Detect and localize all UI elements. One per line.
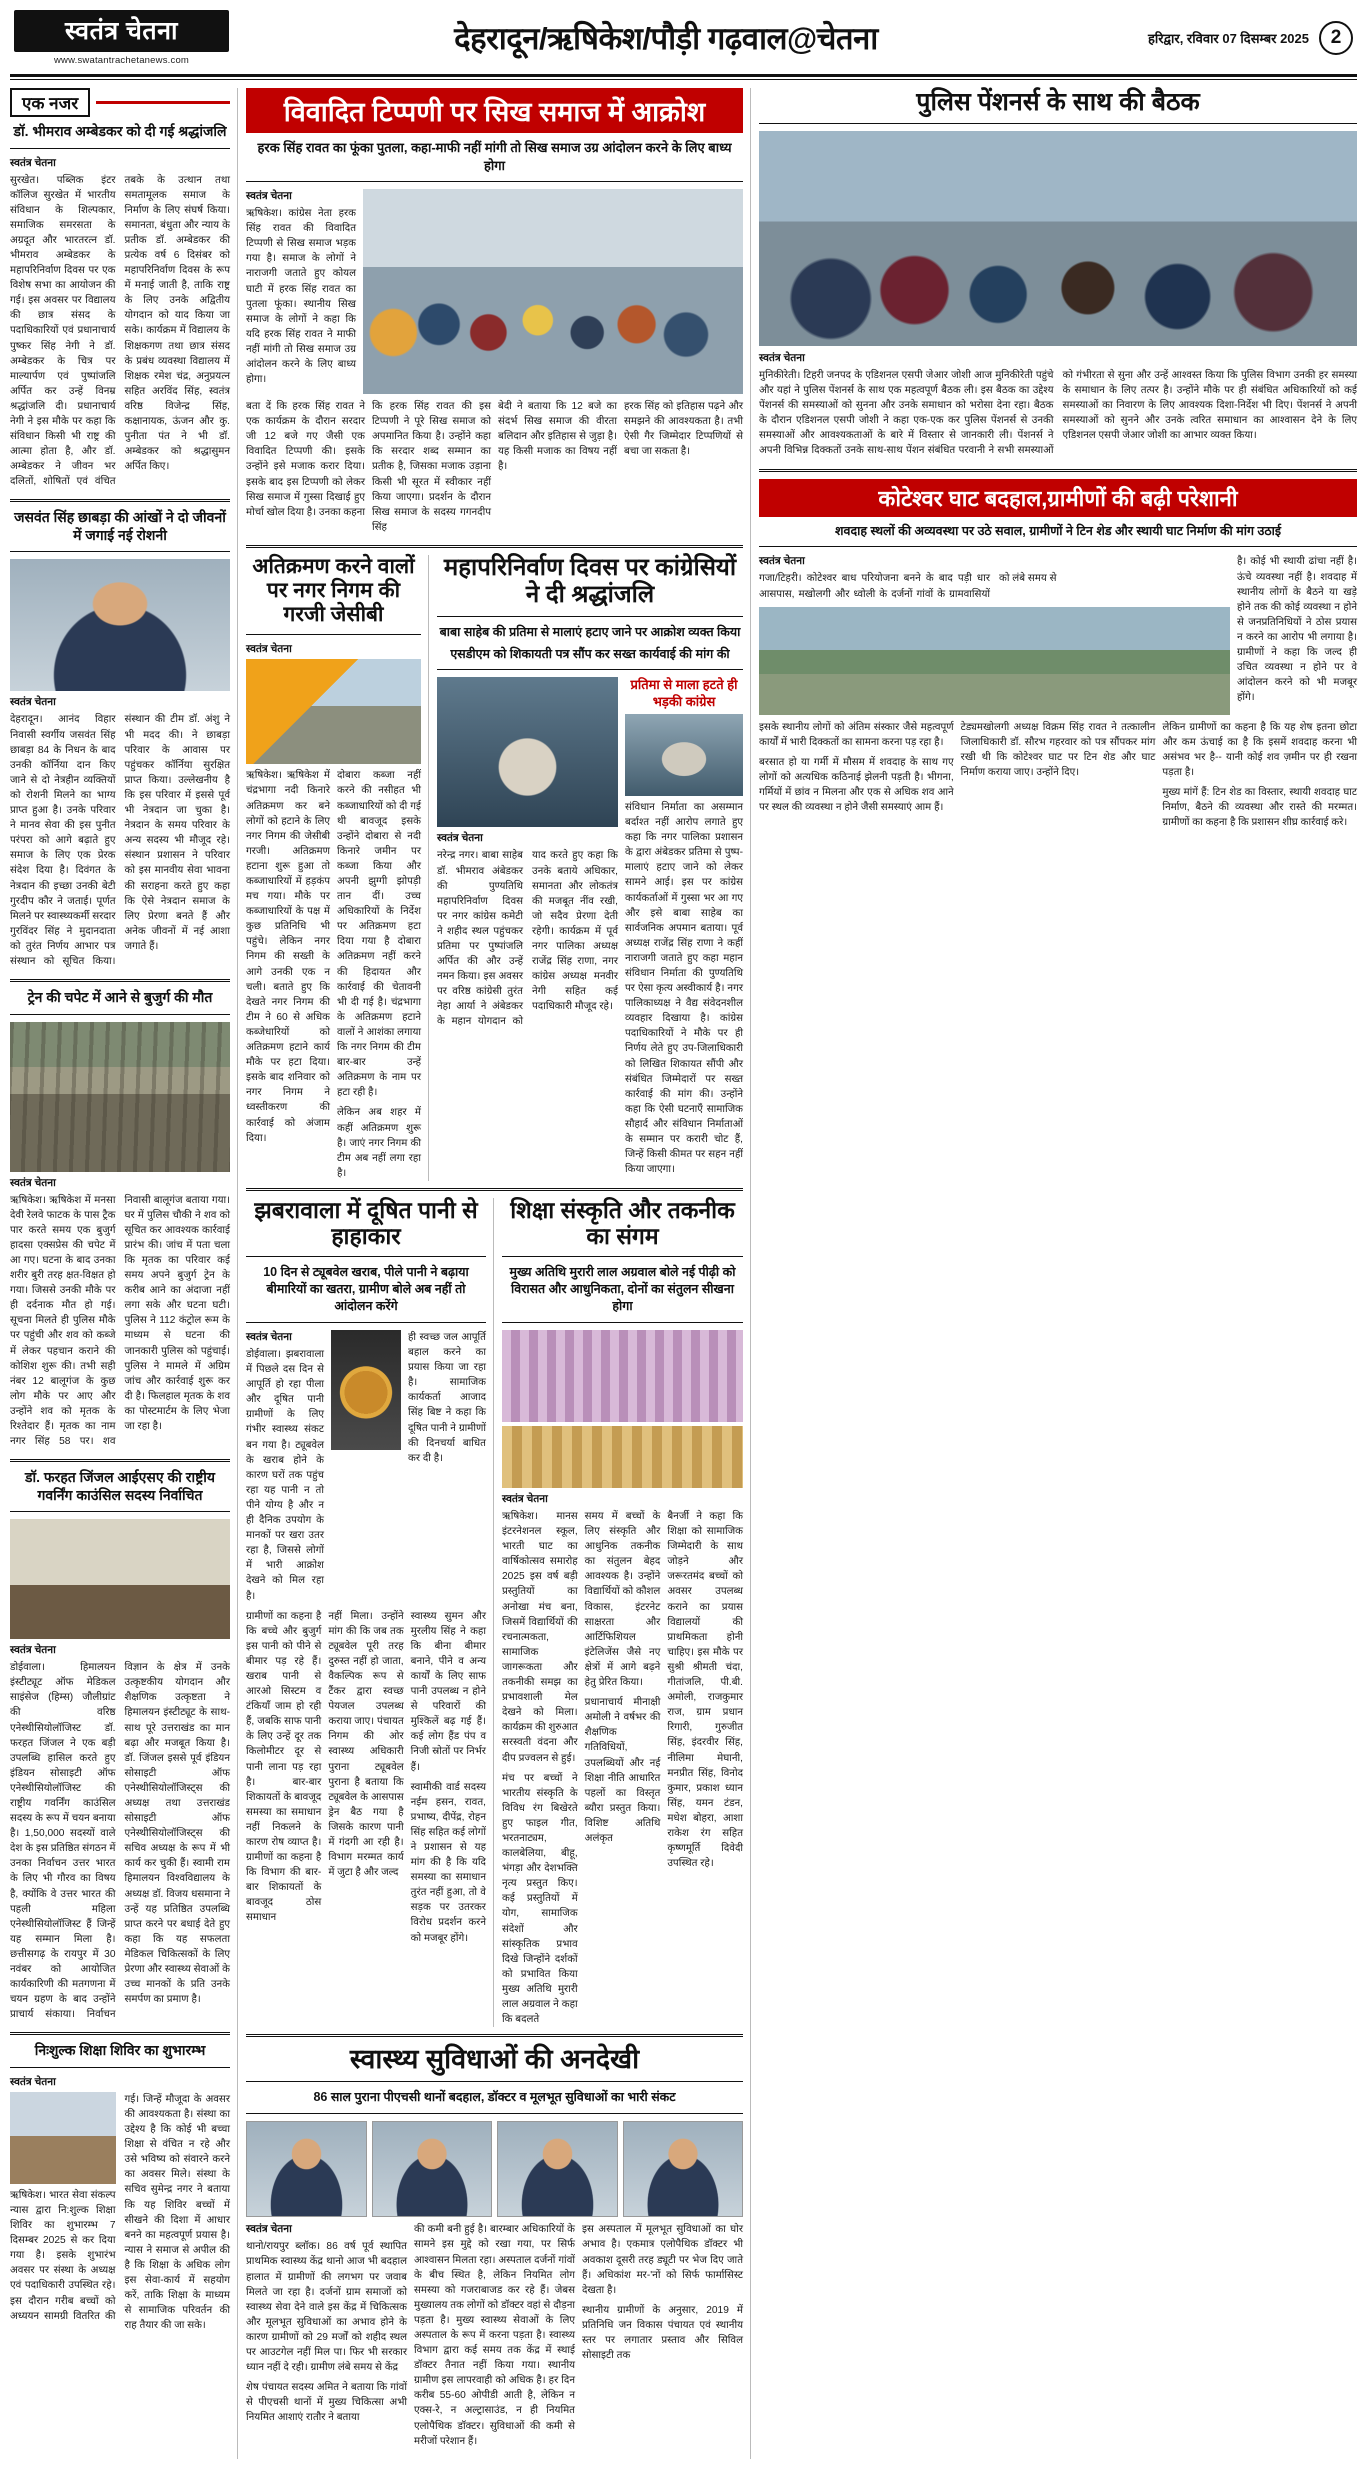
divider: [759, 469, 1357, 472]
website-url: www.swatantrachetanews.com: [53, 55, 190, 66]
brief-body: सुरखेत। पब्लिक इंटर कॉलिज सुरखेत में भारतीय संविधान के शिल्पकार, समाजिक समरसता के अग्रदूत और भारतरत्न डॉ. भीमराव अम्बेडकर के महापरिनिर्वाण दिवस पर एक विशेष सभा का आयोजन की गई। इस अवसर पर विद्यालय की छात्र संसद के पदाधिकारियों एवं प्रधानाचार्य पुष्कर सिंह नेगी ने डॉ. अम्बेडकर के चित्र पर माल्यार्पण एवं पुष्पांजलि अर्पित कर उन्हें विनम्र श्रद्धांजलि दी। प्रधानाचार्य नेगी ने इस मौके पर कहा कि संविधान किसी भी राष्ट्र की आत्मा होता है, और डॉ. अम्बेडकर ने जीवन भर दलितों, शोषितों एवं वंचित तबके के उत्थान तथा समतामूलक समाज के निर्माण के लिए संघर्ष किया। समानता, बंधुता और न्याय के प्रतीक डॉ. अम्बेडकर की प्रत्येक वर्ष 6 दिसंबर को महापरिनिर्वाण दिवस के रूप में मनाई जाती है, ताकि राष्ट्र के लिए उनके अद्वितीय योगदान को याद किया जा सके। कार्यक्रम में विद्यालय के शिक्षकगण तथा छात्र संसद के प्रबंध व्यवस्था विद्यालय में शिक्षक रमेश चंद्र, अनुप्रयत्न सहित अरविंद सिंह, स्वतंत्र वरिष्ठ विजेन्द्र सिंह, कक्षानायक, ऊंजन और कु. पुनीता पंत ने भी डॉ. अम्बेडकर को श्रद्धासुमन अर्पित किए।: [10, 174, 230, 488]
divider: [437, 616, 743, 617]
story-body-1: ऋषिकेश। ऋषिकेश में चंद्रभागा नदी किनारे अतिक्रमण कर बने लोगों को हटाने के लिए नगर निगम की जेसीबी गरजी। अतिक्रमण हटाना शुरू हुआ तो कब्जाधारियों में हड़कंप मच गया। मौके पर कब्जाधारियों के पक्ष में कुछ प्रतिनिधि भी पहुंचे। लेकिन नगर निगम की सख्ती के आगे उनकी एक न चली। बताते हुए कि देखते नगर निगम की टीम ने 60 से अधिक कब्जेधारियों को अतिक्रमण हटाने कार्य मौके पर हटा दिया। इसके बाद शनिवार को नगर निगम ने ध्वस्तीकरण की कार्रवाई को अंजाम दिया।: [246, 770, 330, 1144]
story-body-5: लेकिन ग्रामीणों का कहना है कि यह शेष इतना छोटा और कम ऊंचाई का है कि इसमें शवदाह करना भी असंभव भर है-- यानी कोई शव ज़मीन पर ही रखना पड़ता है।: [1162, 721, 1358, 778]
story-body-4: स्थानीय ग्रामीणों के अनुसार, 2019 में प्रतिनिधि जन विकास पंचायत एवं स्थानीय स्तर पर लगातार प्रस्ताव और सिविल सोसाइटी तक: [582, 2304, 743, 2362]
photo-education-camp: [10, 2092, 116, 2184]
photo-person-4: [623, 2121, 744, 2217]
divider: [10, 148, 230, 149]
byline: स्वतंत्र चेतना: [246, 190, 292, 203]
left-column: [10, 88, 238, 2459]
brief-body: देहरादून। आनंद विहार निवासी स्वर्गीय जसवंत सिंह छाबड़ा 84 के निधन के बाद उनकी कॉर्निया दान किए जाने से दो नेत्रहीन व्यक्तियों को रोशनी मिलने का भाग्य प्राप्त हुआ है। उनके परिवार ने मानव सेवा की इस पुनीत परंपरा को आगे बढ़ाते हुए समाज के लिए एक प्रेरक संदेश दिया है। दिवंगत के नेत्रदान की इच्छा उनकी बेटी गुरदीप कौर ने जताई। पूर्णत मिलने पर स्वास्थ्यकर्मी सरदार गुरविंदर सिंह ने मुदानदाता को तुरंत निर्णय आभार पत्र संस्थान को सूचित किया। संस्थान की टीम डॉ. अंशु ने भी मदद की। ने छाबड़ा परिवार के आवास पर पहुंचकर कॉर्निया सुरक्षित प्राप्त किया। उल्लेखनीय है कि इस परिवार में इससे पूर्व भी नेत्रदान जा चुका है। नेत्रदान के समय परिवार के अन्य सदस्य भी मौजूद रहे। संस्थान प्रशासन ने परिवार को इस मानवीय सेवा भावना की सराहना करते हुए कहा कि ऐसे नेत्रदान समाज के लिए प्रेरणा बनते हैं और अनेक जीवनों में नई आशा जगाते हैं।: [10, 714, 230, 967]
photo-ambedkar-bust: [625, 714, 743, 796]
brief-body-text: ऋषिकेश। भारत सेवा संकल्प न्यास द्वारा नि:शुल्क शिक्षा शिविर का शुभारम्भ 7 दिसम्बर 2025 से कर दिया गया है। इसके शुभारंभ अवसर पर संस्था के अध्यक्ष एवं पदाधिकारी उपस्थित रहे। इस दौरान गरीब बच्चों को अध्ययन सामग्री वितरित की गई। जिन्हें मौजूदा के अवसर की आवश्यकता है। संस्था का उद्देश्य है कि कोई भी बच्चा शिक्षा से वंचित न रहे और उसे भविष्य को संवारने करने का अवसर मिले। संस्था के सचिव सुमेन्द्र नगर ने बताया कि यह शिविर बच्चों में सीखने की दिशा में आधार बनने का महत्वपूर्ण प्रयास है। न्यास ने समाज से अपील की है कि शिक्षा के अधिक लोग इस सेवा-कार्य में सहयोग करें, ताकि शिक्षा के माध्यम से सामाजिक परिवर्तन की राह तैयार की जा सके।: [10, 2093, 230, 2332]
divider: [10, 1014, 230, 1015]
brief-headline: निःशुल्क शिक्षा शिविर का शुभारम्भ: [34, 2042, 206, 2059]
story-headline: शिक्षा संस्कृति और तकनीक का संगम: [510, 1196, 735, 1249]
divider: [10, 1511, 230, 1512]
story-subhead: 86 साल पुराना पीएचसी थानों बदहाल, डॉक्टर व मूलभूत सुविधाओं का भारी संकट: [313, 2090, 676, 2105]
dateline: हरिद्वार, रविवार 07 दिसम्बर 2025: [1147, 31, 1309, 46]
divider: [502, 1256, 743, 1257]
story-body-3: समय में बच्चों के लिए संस्कृति और आधुनिक तकनीक का संतुलन बेहद आवश्यक है। उन्होंने विद्यार्थियों को कौशल विकास, इंटरनेट साक्षरता और आर्टिफिशियल इंटेलिजेंस जैसे नए क्षेत्रों में आगे बढ़ने हेतु प्रेरित किया।: [584, 1511, 661, 1689]
edition-brand: चेतना: [816, 21, 878, 56]
row-encroach-ambedkar: [246, 555, 743, 1181]
brief-ambedkar-tribute: [10, 123, 230, 489]
photo-person-1: [246, 2121, 367, 2217]
divider: [246, 181, 743, 182]
edition-city: देहरादून: [454, 21, 539, 56]
edition-at-symbol: @: [787, 21, 817, 56]
masthead-rule-thin: [10, 79, 1357, 80]
divider: [10, 2032, 230, 2035]
story-body-2: इसके स्थानीय लोगों को अंतिम संस्कार जैसे महत्वपूर्ण कार्यों में भारी दिक्कतों का सामना करना पड़ रहा है।: [759, 721, 954, 748]
story-body-5: शेष पंचायत सदस्य अमित ने बताया कि गांवों से पीएचसी थानों में मुख्य चिकित्सा अभी नियमित आशाएं रातौर ने बताया: [246, 2382, 407, 2424]
story-subhead: मुख्य अतिथि मुरारी लाल अग्रवाल बोले नई पीढ़ी को विरासत और आधुनिकता, दोनों का संतुलन सीखना होगा: [509, 1265, 736, 1314]
byline: स्वतंत्र चेतना: [246, 643, 292, 656]
story-body-2: मंच पर बच्चों ने भारतीय संस्कृति के विविध रंग बिखेरते हुए फाइल गीत, भरतनाट्यम, कालबेलिया, बीहू, भंगड़ा और देशभक्ति नृत्य प्रस्तुत किए। कई प्रस्तुतियों में योग, सामाजिक संदेशों और सांस्कृतिक प्रभाव दिखे जिन्होंने दर्शकों को प्रभावित किया मुख्य अतिथि मुरारी लाल अग्रवाल ने कहा कि बदलते: [502, 1772, 578, 2026]
byline: स्वतंत्र चेतना: [246, 1331, 292, 1344]
story-headline: महापरिनिर्वाण दिवस पर कांग्रेसियों ने दी श्रद्धांजलि: [443, 553, 737, 608]
byline: स्वतंत्र चेतना: [10, 696, 56, 709]
byline: स्वतंत्र चेतना: [10, 156, 56, 169]
photo-strip-interviewees: [246, 2121, 743, 2217]
story-headline: अतिक्रमण करने वालों पर नगर निगम की गरजी जेसीबी: [252, 554, 415, 627]
divider: [10, 499, 230, 502]
story-body-6: स्वामीकी वार्ड सदस्य नईम हसन, रावत, प्रभाष्य, दीपेंद्र, रोहन सिंह सहित कई लोगों ने प्रशासन से यह मांग की है कि यदि समस्या का समाधान तुरंत नहीं हुआ, तो वे सड़क पर उतरकर विरोध प्रदर्शन करने को मजबूर होंगे।: [410, 1781, 486, 1944]
edition-title-block: [229, 17, 1103, 59]
story-body-3: कि हरक सिंह रावत की इस टिप्पणी ने पूरे सिख समाज को अपमानित किया है। उन्होंने कहा कि सरदार शब्द सम्मान का प्रतीक है, जिसका मजाक उड़ाना किसी भी सूरत में स्वीकार नहीं किया जाएगा। प्रदर्शन के दौरान सिख समाज के सदस्य गगनदीप सिंह: [372, 401, 491, 533]
story-headline: झबरावाला में दूषित पानी से हाहाकार: [254, 1196, 478, 1249]
story-subhead: 10 दिन से ट्यूबवेल खराब, पीले पानी ने बढ़ाया बीमारियों का खतरा, ग्रामीण बोले अब नहीं तो आंदोलन करेंगे: [263, 1265, 469, 1314]
story-subhead: शवदाह स्थलों की अव्यवस्था पर उठे सवाल, ग्रामीणों ने टिन शेड और स्थायी घाट निर्माण की मांग उठाई: [835, 523, 1281, 538]
masthead: [10, 8, 1357, 72]
brief-doctor-elected: [10, 1469, 230, 2022]
sidebar-body: संविधान निर्माता का असम्मान बर्दाश्त नहीं आरोप लगाते हुए कहा कि नगर पालिका प्रशासन के द्वारा अंबेडकर प्रतिमा से पुष्प-मालाएं हटाए जाने को लेकर सामने आई। इस पर कांग्रेस कार्यकर्ताओं में गुस्सा भर आ गए और इसे बाबा साहेब का सार्वजनिक अपमान बताया। पूर्व अध्यक्ष राजेंद्र सिंह राणा ने कहीं नाराजगी जताते हुए कहा महान संविधान निर्माता की पुण्यतिथि पर ऐसा कृत्य अस्वीकार्य है। नगर पालिकाध्यक्ष ने वैद्य संवेदनशील व्यवहार दिखाया है। कांग्रेस पदाधिकारियों ने मौके पर ही निर्णय लेते हुए उप-जिलाधिकारी को लिखित शिकायत सौंपी और संबंधित जिम्मेदारों पर सख्त कार्रवाई की मांग की। उन्होंने कहा कि ऐसी घटनाएँ सामाजिक सौहार्द और संविधान निर्माताओं के सम्मान पर करारी चोट हैं, जिन्हें किसी कीमत पर सहन नहीं किया जाएगा।: [625, 801, 743, 1176]
photo-ambedkar-statue: [437, 677, 618, 827]
story-body: नरेन्द्र नगर। बाबा साहेब डॉ. भीमराव अंबेडकर की पुण्यतिथि महापरिनिर्वाण दिवस पर नगर कांग्रेस कमेटी ने शहीद स्थल पहुंचकर प्रतिमा पर पुष्पांजलि अर्पित की और उन्हें नमन किया। इस अवसर पर वरिष्ठ कांग्रेसी तुरंत नेहा आर्या ने अंबेडकर के महान योगदान को याद करते हुए कहा कि उनके बताये अधिकार, समानता और लोकतंत्र की मजबूत नींव रखी, जो सदैव प्रेरणा देती रहेगी। कार्यक्रम में पूर्व नगर पालिका अध्यक्ष राजेंद्र सिंह राणा, नगर कांग्रेस अध्यक्ष मनवीर नेगी सहित कई पदाधिकारी मौजूद रहे।: [437, 850, 618, 1028]
story-subhead: हरक सिंह रावत का फूंका पुतला, कहा-माफी नहीं मांगी तो सिख समाज उग्र आंदोलन करने के लिए बाध्य होगा: [257, 140, 732, 173]
story-body-3: नहीं मिला। उन्होंने मांग की कि जब तक ट्यूबवेल पूरी तरह दुरुस्त नहीं हो जाता, वैकल्पिक रूप से टैंकर द्वारा स्वच्छ पेयजल उपलब्ध कराया जाए। पंचायत निगम की ओर स्वास्थ्य अधिकारी पुराना ट्यूबवेल पुराना है बताया कि ट्यूबवेल के आसपास ड्रेन बैठ गया है जिसके कारण पानी में गंदगी आ रही है। विभाग मरम्मत कार्य में जुटा है और जल्द: [328, 1610, 404, 1879]
story-body-1: डोईवाला। झबरावाला में पिछले दस दिन से आपूर्ति हो रहा पीला और दूषित पानी ग्रामीणों के लिए गंभीर स्वास्थ्य संकट बन गया है। ट्यूबवेल के खराब होने के कारण घरों तक पहुंच रहा यह पानी न तो पीने योग्य है और न ही दैनिक उपयोग के मानकों पर खरा उतर रहा है, जिससे लोगों में भारी आक्रोश देखने को मिल रहा है।: [246, 1349, 324, 1602]
story-body-2: बता दें कि हरक सिंह रावत ने एक कार्यक्रम के दौरान सरदार जी 12 बजे गए जैसी एक विवादित टिप्पणी की। इसके उन्होंने इसे मजाक करार दिया। इसके बाद इस टिप्पणी को लेकर सिख समाज में गुस्सा दिखाई हुए मोर्चा खोल दिया है। उनका कहना: [246, 401, 365, 518]
story-body: मुनिकीरेती। टिहरी जनपद के एडिशनल एसपी जेआर जोशी आज मुनिकीरेती पहुंचे और यहां ने पुलिस पेंशनर्स के साथ एक महत्वपूर्ण बैठक ली। इस बैठक का उद्देश्य पेंशनर्स की समस्याओं को सुनना और उनके समाधान को भरोसा देना रहा। बैठक के दौरान एडिशनल एसपी जोशी ने कहा एक-एक कर पुलिस पेंशनर्स से उनकी समस्याओं और आवश्यकताओं के बारे में विस्तार से जानकारी ली। पेंशनर्स ने अपनी विभिन्न दिक्कतों उनके साथ-साथ पेंशन संबंधित परवानी ने सभी समस्याओं को गंभीरता से सुना और उन्हें आश्वस्त किया कि पुलिस विभाग उनकी हर समस्या के समाधान के लिए तत्पर है। उन्होंने मौके पर ही संबंधित अधिकारियों को कई समस्याओं का निवारण के लिए आवश्यक दिशा-निर्देश भी दिए। पेंशनर्स ने अपनी समस्याओं को सुनने और उनके त्वरित समाधान का आश्वासन देने के लिए एडिशनल एसपी जेआर जोशी का आभार व्यक्त किया।: [759, 370, 1357, 457]
story-encroachment: [246, 555, 429, 1181]
divider: [759, 546, 1357, 547]
story-body-4: प्रधानाचार्य मीनाक्षी अमोली ने वर्षभर की शैक्षणिक गतिविधियों, उपलब्धियों और नई शिक्षा नीति आधारित पहलों का विस्तृत ब्यौरा प्रस्तुत किया। विशिष्ट अतिथि अलंकृत: [584, 1697, 661, 1844]
photo-person-3: [497, 2121, 618, 2217]
byline: स्वतंत्र चेतना: [759, 555, 805, 568]
divider: [246, 545, 743, 548]
right-column: [759, 88, 1357, 2459]
divider: [246, 1256, 486, 1257]
brief-train-death: [10, 989, 230, 1449]
story-body-3: लेकिन अब शहर में कहीं अतिक्रमण शुरू है। जाएं नगर निगम की टीम अब नहीं लगा रहा है।: [337, 1107, 421, 1179]
page-number: 2: [1319, 21, 1353, 55]
byline: स्वतंत्र चेतना: [502, 1493, 548, 1506]
masthead-rule: [10, 74, 1357, 77]
divider: [759, 123, 1357, 124]
story-body-6: है। कोई भी स्थायी ढांचा नहीं है। ऊंचे व्यवस्था नहीं है। शवदाह में स्थानीय लोगों के बैठने या खड़े होने तक की कोई व्यवस्था न होने से जनप्रतिनिधियों ने ठोस प्रयास न करने का आरोप भी लगाया है। ग्रामीणों ने कहा कि जल्द ही उचित व्यवस्था न होने पर वे आंदोलन करने को भी मजबूर होंगे।: [1237, 556, 1357, 704]
brief-eye-donation: [10, 509, 230, 969]
story-ambedkar-tribute: [437, 555, 743, 1181]
section-label: एक नजर: [10, 88, 90, 117]
brief-headline: जसवंत सिंह छाबड़ा की आंखों ने दो जीवनों में जगाई नई रोशनी: [14, 509, 226, 543]
photo-river-ghat: [759, 607, 1230, 715]
middle-column: [246, 88, 751, 2459]
brief-body: ऋषिकेश। ऋषिकेश में मनसा देवी रेलवे फाटक के पास ट्रैक पार करते समय एक बुजुर्ग हादसा एक्सप्रेस की चपेट में आ गए। घटना के बाद उनका शरीर बुरी तरह क्षत-विक्षत हो गया। जिससे उनकी मौके पर ही दर्दनाक मौत हो गई। सूचना मिलते ही पुलिस मौके पर पहुंची और शव को कब्जे में लेकर पहचान कराने की कोशिश शुरू की। तभी सही नंबर 12 बालूगंज के कुछ लोग मौके पर आए और उन्होंने शव को मृतक के रिश्तेदार हैं। मृतक का नाम नगर सिंह 58 पर। शव निवासी बालूगंज बताया गया। घर में पुलिस चौकी ने शव को सूचित कर आवश्यक कार्रवाई प्रारंभ की। जांच में पता चला कि मृतक का परिवार कई समय अपने बुजुर्ग ट्रेन के करीब आने का अंदाजा नहीं लगा सके और घटना घटी। पुलिस ने 112 कंट्रोल रूम के माध्यम से घटना की जानकारी पुलिस को पहुंचाई। पुलिस ने मामले में अग्रिम जांच और कार्रवाई शुरू कर दी है। फिलहाल मृतक के शव का पोस्टमार्टम के लिए भेजा जा रहा है।: [10, 1194, 230, 1448]
story-body-1: ऋषिकेश। मानस इंटरनेशनल स्कूल, भारती घाट का वार्षिकोत्सव समारोह 2025 इस वर्ष बड़ी प्रस्तुतियों का अनोखा मंच बना, जिसमें विद्यार्थियों की रचनात्मकता, सामाजिक जागरूकता और तकनीकी समझ का प्रभावशाली मेल देखने को मिला। कार्यक्रम की शुरुआत सरस्वती वंदना और दीप प्रज्वलन से हुई।: [502, 1511, 578, 1764]
story-body-5: बैनर्जी ने कहा कि शिक्षा को सामाजिक जिम्मेदारी के साथ जोड़ने और जरूरतमंद बच्चों को अवसर उपलब्ध कराने का प्रयास विद्यालयों की प्राथमिकता होनी चाहिए। इस मौके पर सुश्री श्रीमती चंदा, गीतांजलि, पी.बी. अमोली, राजकुमार राज, ग्राम प्रधान रिगारी, गुरुजीत सिंह, इंदरवीर सिंह, नीलिमा मेघानी, मनप्रीत सिंह, विनोद कुमार, प्रकाश ध्यान सिंह, यमन टंडन, मधेश बोहरा, आशा राकेश रंग सहित कृष्णमूर्ति दिवेदी उपस्थित रहे।: [667, 1511, 744, 1870]
story-school-annual-function: [502, 1198, 743, 2027]
story-body-5: स्वास्थ्य सुमन और मुरलीय सिंह ने कहा कि बीना बीमार बनाने, पीने व अन्य कार्यों के लिए साफ पानी उपलब्ध न होने से परिवारों की मुश्किलें बढ़ गई हैं। कई लोग हैंड पंप व निजी स्रोतों पर निर्भर हैं।: [410, 1610, 486, 1773]
photo-sikh-protest: [363, 189, 743, 394]
story-body-3: इस अस्पताल में मूलभूत सुविधाओं का घोर अभाव है। एकमात्र एलोपैथिक डॉक्टर भी अवकाश दूसरी तरह ड्यूटी पर भेज दिए जाते हैं। अधिकांश मर-'नों को सिर्फ फार्मासिस्ट देखता है।: [582, 2224, 743, 2296]
brief-body-top: [10, 2092, 230, 2334]
divider: [246, 1322, 486, 1323]
newspaper-logo: स्वतंत्र चेतना: [14, 10, 229, 52]
story-polluted-water: [246, 1198, 494, 2027]
story-sikh-protest: [246, 88, 743, 535]
story-body-4: ही स्वच्छ जल आपूर्ति बहाल करने का प्रयास किया जा रहा है। सामाजिक कार्यकर्ता आजाद सिंह बिष्ट ने कहा कि दूषित पानी ने ग्रामीणों की दिनचर्या बाधित कर दी है।: [408, 1332, 486, 1464]
byline: स्वतंत्र चेतना: [246, 2223, 292, 2236]
photo-award-ceremony: [10, 1519, 230, 1639]
story-headline: कोटेश्वर घाट बदहाल,ग्रामीणों की बढ़ी परेशानी: [759, 479, 1357, 517]
byline: स्वतंत्र चेतना: [10, 1176, 56, 1189]
story-photo-caption: हरक सिंह को इतिहास पढ़ने और समझने की आवश्यकता है। तभी ऐसी गैर जिम्मेदार टिप्पणियों से बचा जा सकता है।: [624, 401, 743, 458]
story-subhead-2: एसडीएम को शिकायती पत्र सौंप कर सख्त कार्यवाई की मांग की: [450, 646, 730, 661]
photo-police-meeting: [759, 131, 1357, 346]
story-headline: स्वास्थ्य सुविधाओं की अनदेखी: [349, 2044, 640, 2075]
divider: [10, 2067, 230, 2068]
story-body-1: ऋषिकेश। कांग्रेस नेता हरक सिंह रावत की विवादित टिप्पणी से सिख समाज भड़क गया है। समाज के लोगों ने नाराजगी जताते हुए कोयल घाटी में हरक सिंह रावत का पुतला फूंका। स्थानीय सिख समाज के लोगों ने कहा कि यदि हरक सिंह रावत ने माफी नहीं मांगी तो सिख समाज उग्र आंदोलन करने के लिए बाध्य होगा।: [246, 208, 356, 386]
photo-school-stage-2: [502, 1426, 743, 1488]
page-grid: [10, 88, 1357, 2459]
divider: [10, 551, 230, 552]
photo-jcb-demolition: [246, 659, 421, 764]
story-phc-health: [246, 2044, 743, 2449]
story-headline: विवादित टिप्पणी पर सिख समाज में आक्रोश: [246, 88, 743, 133]
divider: [246, 2113, 743, 2114]
story-koteshwar-ghat: [759, 479, 1357, 831]
brief-headline: डॉ. फरहत जिंजल आईएसए की राष्ट्रीय गवर्निंग काउंसिल सदस्य निर्वाचित: [24, 1469, 216, 1503]
brief-headline: डॉ. भीमराव अम्बेडकर को दी गई श्रद्धांजलि: [13, 123, 227, 139]
story-body-4: टेड्यमखोलगी अध्यक्ष विक्रम सिंह रावत ने तत्कालीन जिलाधिकारी डॉ. सौरभ गहरवार को पत्र सौंपकर मांग रखी थी कि कोटेश्वर घाट पर टिन शेड और घाट निर्माण कराया जाए। उन्होंने दिए।: [960, 721, 1156, 778]
story-body-3: बरसात हो या गर्मी में मौसम में शवदाह के साथ गए लोगों को अत्यधिक कठिनाई झेलनी पड़ती है। भीगना, गर्मियों में छांव न मिलना और एक से अधिक शव आने पर स्थल की व्यवस्था न होने जैसी समस्याएं आम हैं।: [759, 756, 954, 814]
story-body-2: दोबारा कब्जा नहीं करने की नसीहत भी कब्जाधारियों को दी गई थी बावजूद इसके उन्होंने दोबारा से नदी किनारे जमीन पर कब्जा किया और अपनी झुग्गी झोपड़ी तान दीं। उच्च अधिकारियों के निर्देश पर अतिक्रमण हटा दिया गया है दोबारा अतिक्रमण नहीं करने की हिदायत और कार्रवाई की चेतावनी भी दी गई है। चंद्रभागा के अतिक्रमण हटाने वालों ने आशंका लगाया कि नगर निगम की टीम बार-बार उन्हें अतिक्रमण के नाम पर हटा रही है।: [337, 770, 421, 1099]
section-rule: [96, 101, 230, 104]
divider: [246, 634, 421, 635]
divider: [246, 2034, 743, 2037]
photo-dirty-water-glass: [331, 1330, 401, 1450]
story-subhead-1: बाबा साहेब की प्रतिमा से मालाएं हटाए जाने पर आक्रोश व्यक्त किया: [439, 624, 741, 639]
photo-person-2: [372, 2121, 493, 2217]
byline: स्वतंत्र चेतना: [10, 2075, 56, 2088]
story-headline: पुलिस पेंशनर्स के साथ की बैठक: [916, 88, 1200, 116]
byline: स्वतंत्र चेतना: [759, 352, 805, 364]
divider: [10, 979, 230, 982]
photo-jaswant-singh: [10, 559, 230, 691]
byline: स्वतंत्र चेतना: [437, 832, 483, 845]
edition-region: /ऋषिकेश/पौड़ी गढ़वाल: [538, 21, 788, 56]
story-body-2: की कमी बनी हुई है। बारम्बार अधिकारियों के सामने इस मुद्दे को रखा गया, पर सिर्फ आश्वासन मिलता रहा। अस्पताल दर्जनों गांवों के बीच स्थित है, लेकिन नियमित लोग समस्या को गजराबाजड कर रहे हैं। जेबस मुख्यालय तक लोगों को डॉक्टर वहां से दौड़ना पड़ता है। मुख्य स्वास्थ्य सेवाओं के लिए अस्पताल के रूप में करना पड़ता है। स्वास्थ्य विभाग द्वारा कई समय तक केंद्र में स्थाई डॉक्टर तैनात नहीं किया गया। स्थानीय ग्रामीण इस लापरवाही को अधिक है। हर दिन करीब 55-60 ओपीडी आती है, लेकिन न एक्स-रे, न अल्ट्रासाउंड, न ही नियमित एलोपैथिक डॉक्टर। सुविधाओं की कमी से मरीजों परेशान हैं।: [414, 2224, 575, 2447]
section-header-ek-nazar: [10, 88, 230, 117]
photo-school-stage-1: [502, 1330, 743, 1422]
sidebar-headline: प्रतिमा से माला हटते ही भड़की कांग्रेस: [630, 677, 738, 709]
story-body-7: मुख्य मांगें हैं: टिन शेड का विस्तार, स्थायी शवदाह घाट निर्माण, बैठने की व्यवस्था और रास्ते की मरम्मत। ग्रामीणों का कहना है कि प्रशासन शीघ्र कार्रवाई करे।: [1162, 787, 1358, 829]
story-body-2: ग्रामीणों का कहना है कि बच्चे और बुजुर्ग इस पानी को पीने से बीमार पड़ रहे हैं। खराब पानी से आरओ सिस्टम व टंकियाँ जाम हो रही हैं, जबकि साफ पानी के लिए उन्हें दूर तक किलोमीटर दूर से पानी लाना पड़ रहा है। बार-बार शिकायतों के बावजूद समस्या का समाधान नहीं निकलने के कारण रोष व्याप्त है। ग्रामीणों का कहना है कि विभाग की बार-बार शिकायतों के बावजूद ठोस समाधान: [246, 1610, 322, 1924]
divider: [246, 1188, 743, 1191]
divider: [437, 669, 743, 670]
photo-railway-track: [10, 1022, 230, 1172]
masthead-logo-block: [14, 10, 229, 66]
divider: [246, 2081, 743, 2082]
story-body-1: गजा/टिहरी। कोटेश्वर बाध परियोजना बनने के बाद पड़ी धार आसपास, मखोलगी और ध्वोली के दर्जनों गांवों के ग्रामवासियों को लंबे समय से: [759, 573, 1057, 600]
brief-headline: ट्रेन की चपेट में आने से बुजुर्ग की मौत: [27, 989, 213, 1006]
masthead-meta: [1103, 21, 1353, 55]
row-water-education: [246, 1198, 743, 2027]
byline: स्वतंत्र चेतना: [10, 1644, 56, 1657]
divider: [10, 1459, 230, 1462]
divider: [502, 1322, 743, 1323]
story-body-4: बेदी ने बताया कि 12 बजे का संदर्भ सिख समाज की वीरता बलिदान और इतिहास से जुड़ा है। यह किसी मजाक का विषय नहीं है।: [498, 401, 617, 473]
story-police-pensioners: [759, 88, 1357, 459]
story-body-1: थानो/रायपुर ब्लॉक। 86 वर्ष पूर्व स्थापित प्राथमिक स्वास्थ्य केंद्र थानो आज भी बदहाल हालात में ग्रामीणों की लगभग पर जवाब मिलते जा रहा है। दर्जनों ग्राम समाजों को स्वास्थ्य सेवा देने वाले इस केंद्र में चिकित्सक और मूलभूत सुविधाओं का अभाव होने के कारण ग्रामीणों को 29 मर्जों को शहीद स्थल पर आउटगेल नहीं मिल पा। फिर भी सरकार ध्यान नहीं दे रही। ग्रामीण लंबे समय से केंद्र: [246, 2241, 407, 2374]
brief-body: डोईवाला। हिमालयन इंस्टीट्यूट ऑफ मेडिकल साइंसेज (हिम्स) जौलीग्रांट की वरिष्ठ एनेस्थीसियोलॉजिस्ट डॉ. फरहत जिंजल ने एक बड़ी उपलब्धि हासिल करते हुए इंडियन सोसाइटी ऑफ एनेस्थीसियोलॉजिस्ट की राष्ट्रीय गवर्निंग काउंसिल सदस्य के रूप में चयन बनाया है। 1,50,000 सदस्यों वाले देश के इस प्रतिष्ठित संगठन में उनका निर्वाचन उत्तर भारत के लिए भी गौरव का विषय है, क्योंकि वे उत्तर भारत की पहली महिला एनेस्थीसियोलॉजिस्ट हैं जिन्हें यह सम्मान मिला है। छत्तीसगढ़ के रायपुर में 30 नवंबर को आयोजित कार्यकारिणी की मतगणना में चयन ग्रहण के बाद उन्होंने प्राचार्य संकाया। निर्वाचन विज्ञान के क्षेत्र में उनके उत्कृष्टकीय योगदान और शैक्षणिक उत्कृष्टता ने हिमालयन इंस्टीट्यूट के साथ-साथ पूरे उत्तराखंड का मान बढ़ा और मजबूत किया है। डॉ. जिंजल इससे पूर्व इंडियन सोसाइटी ऑफ एनेस्थीसियोलॉजिस्ट्स की अध्यक्ष तथा उत्तराखंड सोसाइटी ऑफ एनेस्थीसियोलॉजिस्ट्स की सचिव अध्यक्ष के रूप में भी कार्य कर चुकी हैं। स्वामी राम हिमालयन विश्वविद्यालय के अध्यक्ष डॉ. विजय धसमाना ने उन्हें यह प्रतिष्ठित उपलब्धि प्राप्त करने पर बधाई देते हुए कहा कि यह सफलता मेडिकल चिकित्सकों के लिए प्रेरणा और स्वास्थ्य सेवाओं के उच्च मानकों के प्रति उनके समर्पण का प्रमाण है।: [10, 1662, 230, 2021]
